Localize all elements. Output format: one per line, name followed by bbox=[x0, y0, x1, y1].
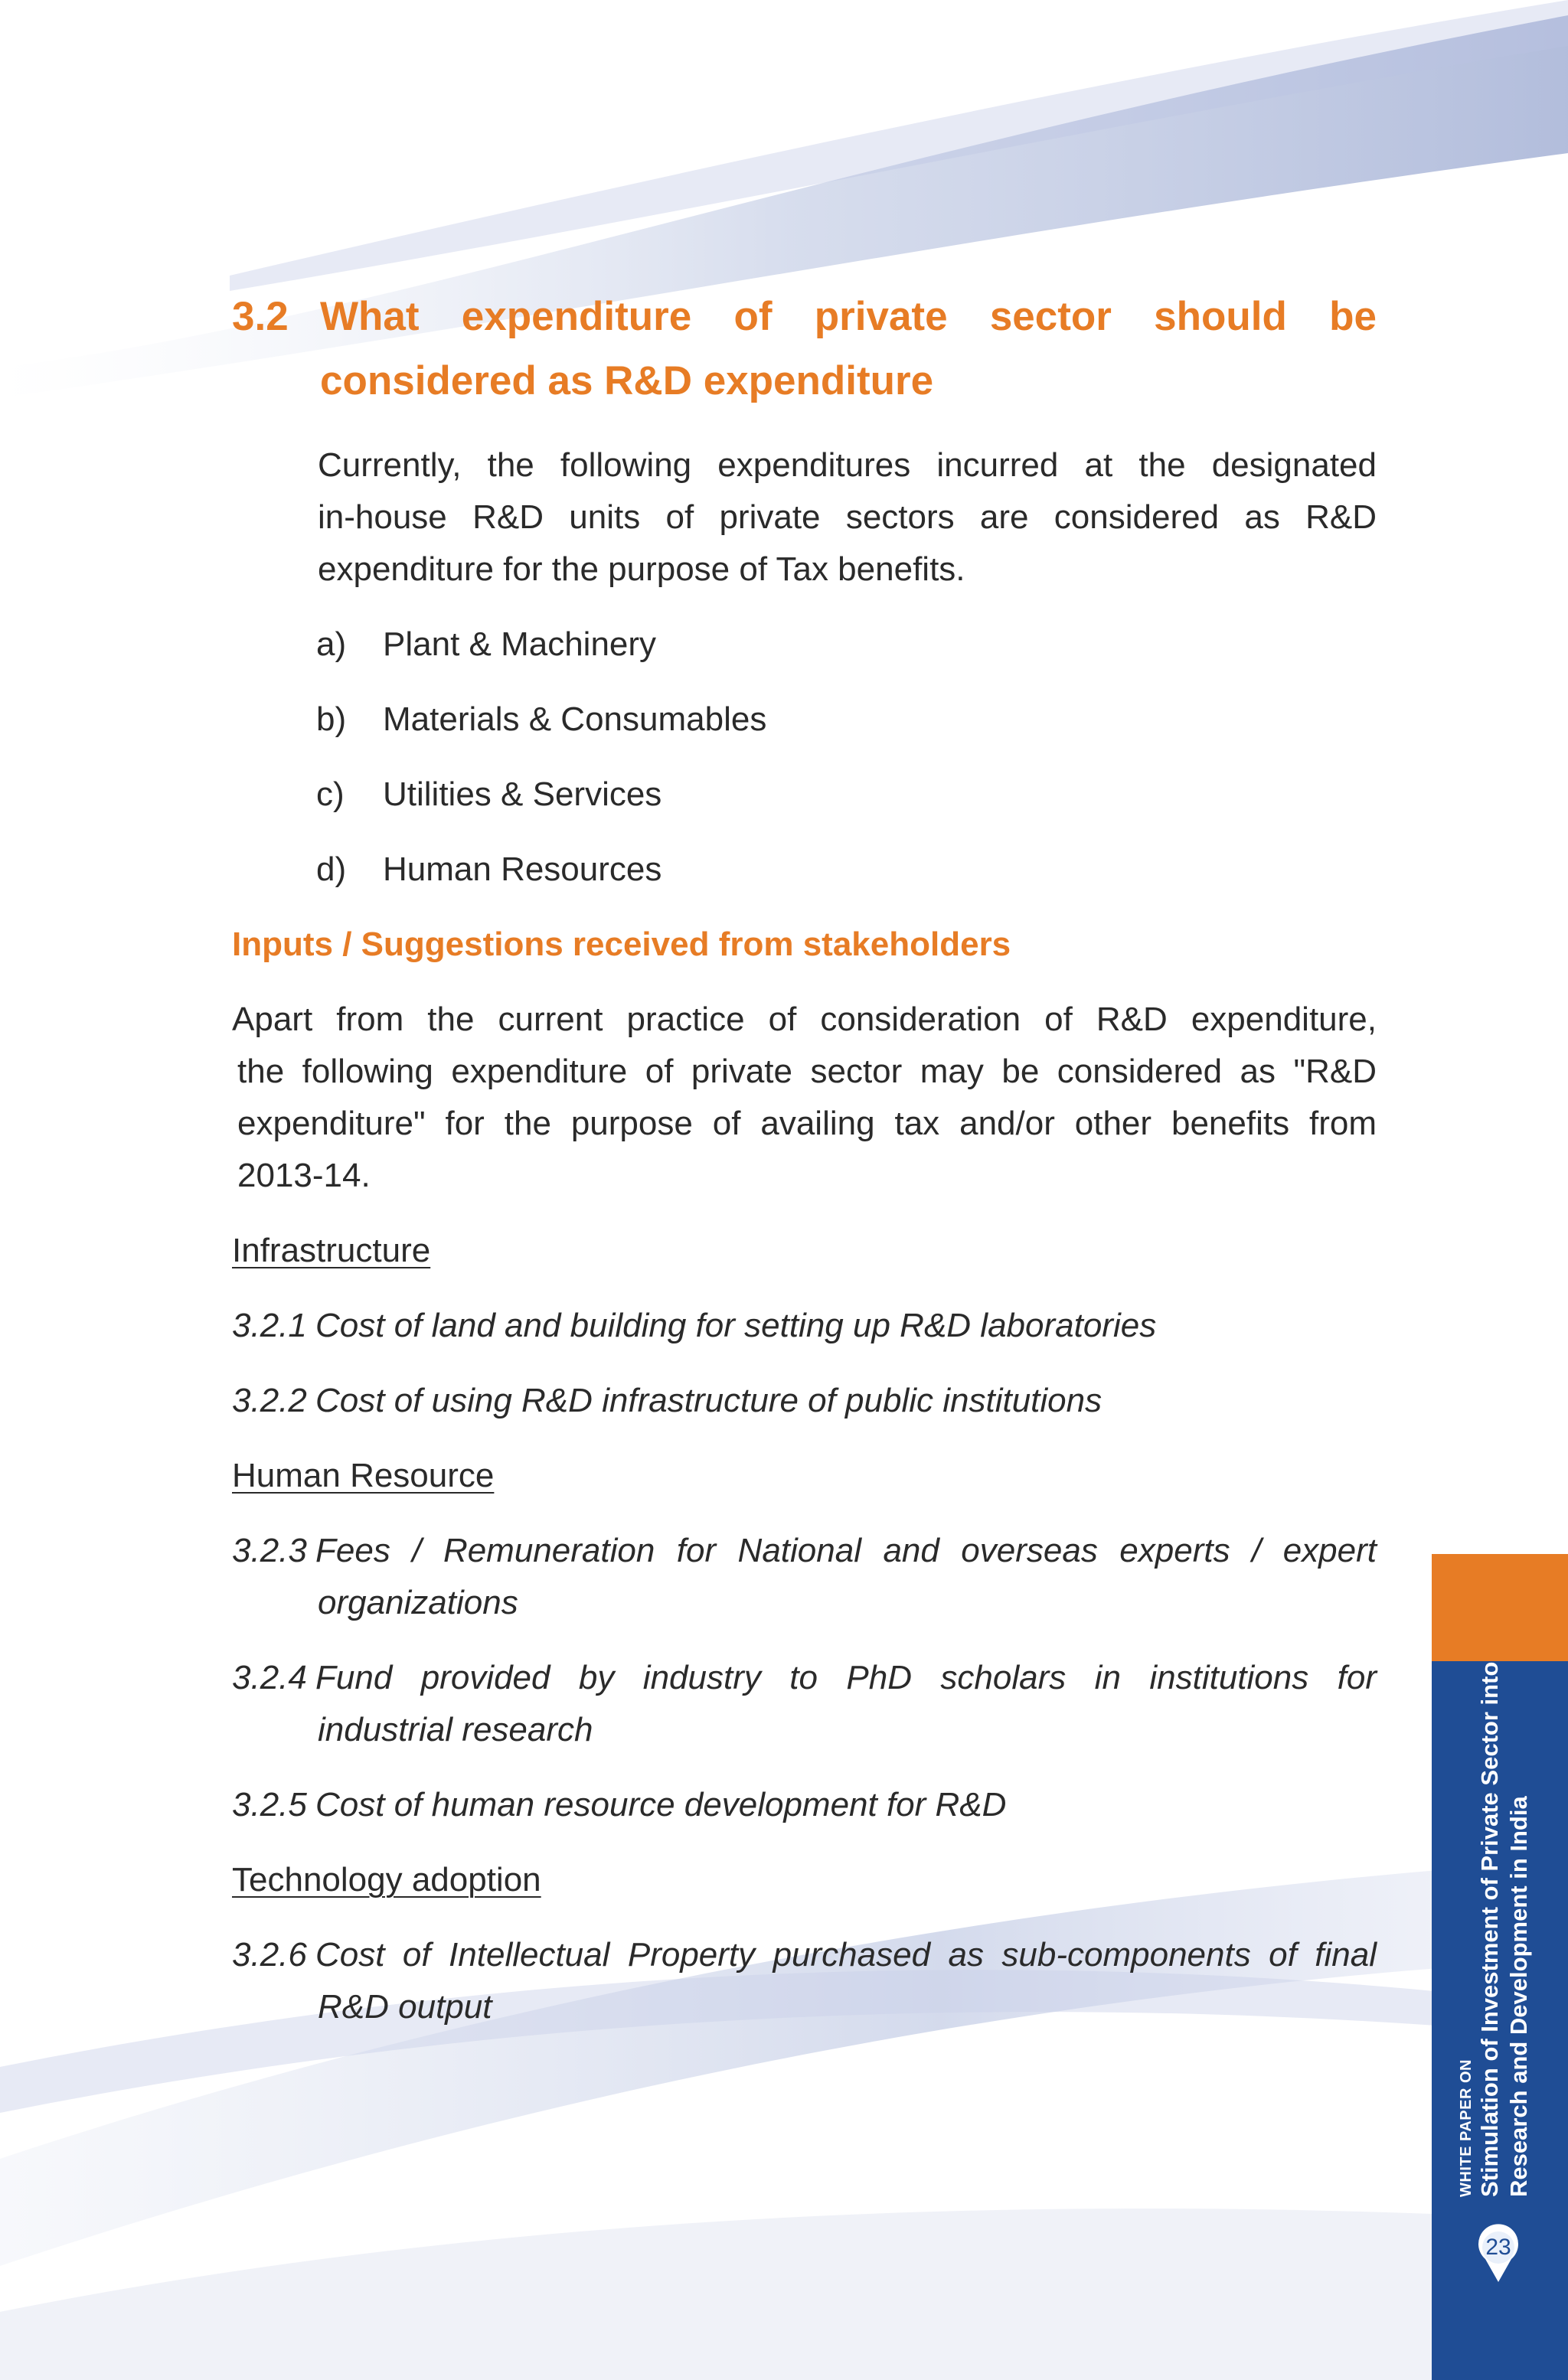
intro-line-2: in-house R&D units of private sectors are considered as R&D bbox=[318, 498, 1377, 536]
heading-technology-adoption: Technology adoption bbox=[232, 1861, 541, 1898]
inputs-heading: Inputs / Suggestions received from stakeholders bbox=[232, 926, 1011, 963]
list-item: Utilities & Services bbox=[383, 775, 662, 813]
item-text-continued: industrial research bbox=[318, 1711, 593, 1748]
list-item-label: d) bbox=[316, 850, 347, 888]
apart-line-2: the following expenditure of private sector may be considered as "R&D bbox=[237, 1053, 1377, 1090]
list-item-label: c) bbox=[316, 775, 345, 813]
list-item-label: b) bbox=[316, 700, 347, 738]
item-text: Fund provided by industry to PhD scholars in institutions for bbox=[315, 1659, 1377, 1696]
list-item: Materials & Consumables bbox=[383, 700, 767, 738]
item-number: 3.2.3 bbox=[232, 1532, 307, 1569]
intro-line-1: Currently, the following expenditures incurred at the designated bbox=[318, 446, 1377, 484]
sidebar-title-line-2: Research and Development in India bbox=[1505, 1796, 1532, 2197]
list-item: Human Resources bbox=[383, 850, 662, 888]
item-number: 3.2.4 bbox=[232, 1659, 307, 1696]
item-number: 3.2.5 bbox=[232, 1786, 307, 1823]
apart-line-3: expenditure" for the purpose of availing tax and/or other benefits from bbox=[237, 1105, 1377, 1142]
list-item-label: a) bbox=[316, 625, 347, 663]
sidebar-kicker: WHITE PAPER ON bbox=[1458, 2059, 1475, 2197]
intro-line-3: expenditure for the purpose of Tax benefits. bbox=[318, 550, 965, 588]
section-title-line-2: considered as R&D expenditure bbox=[320, 358, 934, 403]
section-number: 3.2 bbox=[232, 294, 289, 339]
item-text: Fees / Remuneration for National and overseas experts / expert bbox=[315, 1532, 1377, 1569]
page-number: 23 bbox=[1485, 2235, 1511, 2260]
item-text: Cost of Intellectual Property purchased as sub-components of final bbox=[315, 1936, 1377, 1974]
section-title-line-1: What expenditure of private sector should be bbox=[320, 294, 1377, 339]
item-text-continued: organizations bbox=[318, 1584, 518, 1621]
heading-infrastructure: Infrastructure bbox=[232, 1232, 431, 1269]
item-number: 3.2.2 bbox=[232, 1382, 307, 1419]
heading-human-resource: Human Resource bbox=[232, 1457, 495, 1494]
sidebar-title bbox=[1457, 1661, 1534, 2197]
apart-line-1: Apart from the current practice of consideration of R&D expenditure, bbox=[232, 1001, 1377, 1038]
item-text-continued: R&D output bbox=[318, 1988, 492, 2026]
item-number: 3.2.6 bbox=[232, 1936, 307, 1974]
list-item: Plant & Machinery bbox=[383, 625, 657, 663]
item-text: Cost of human resource development for R&D bbox=[315, 1786, 1007, 1823]
item-number: 3.2.1 bbox=[232, 1307, 307, 1344]
item-text: Cost of using R&D infrastructure of public institutions bbox=[315, 1382, 1102, 1419]
sidebar-orange-block bbox=[1432, 1554, 1568, 1661]
apart-line-4: 2013-14. bbox=[237, 1157, 371, 1194]
sidebar-title-line-1: Stimulation of Investment of Private Sector into bbox=[1476, 1661, 1503, 2197]
item-text: Cost of land and building for setting up R&D laboratories bbox=[315, 1307, 1157, 1344]
